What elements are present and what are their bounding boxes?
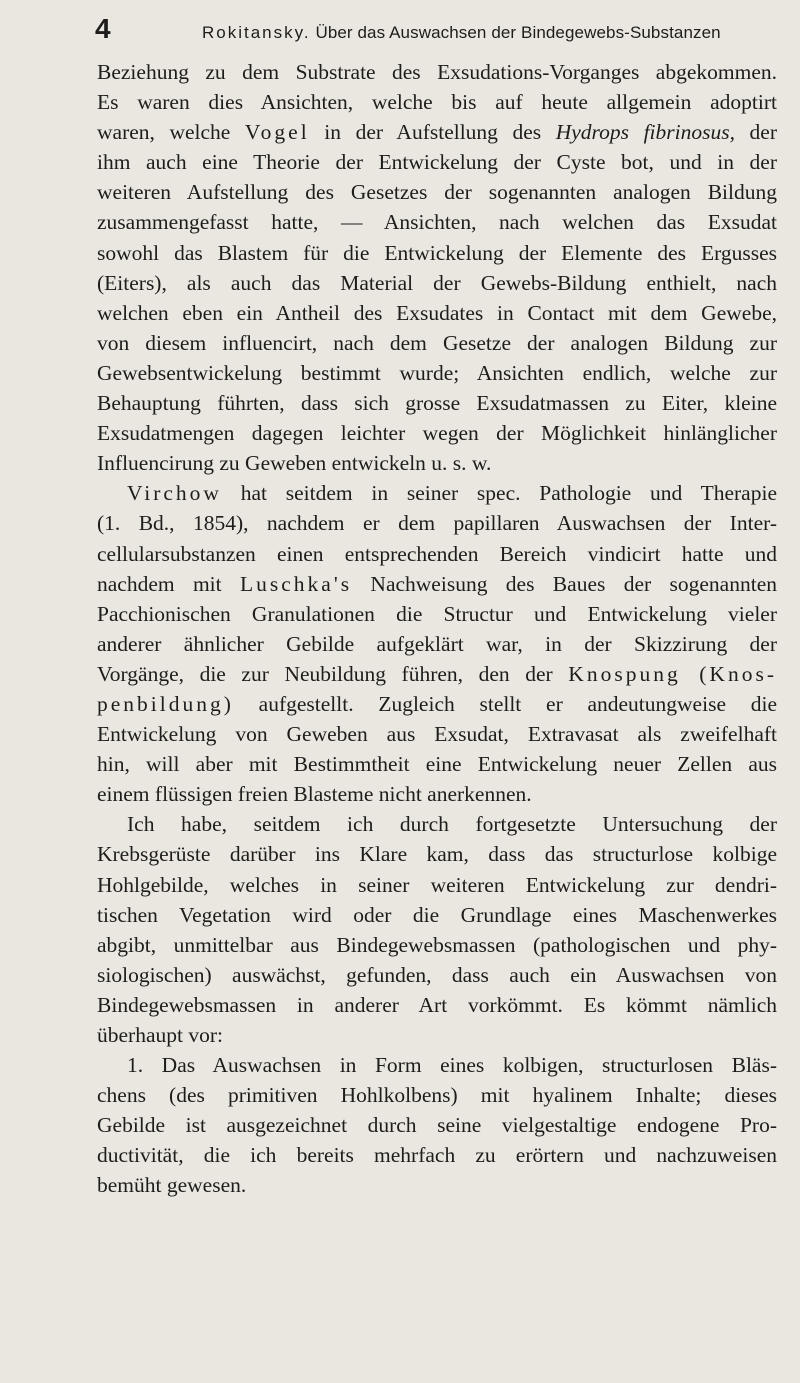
text-line [97, 539, 777, 569]
spaced-name: Luschka's [239, 571, 353, 596]
text-run: Entwickelung von Geweben aus Exsudat, Extravasat als zweifelhaft [97, 722, 777, 747]
text-line [97, 1110, 777, 1140]
text-run: der [734, 120, 777, 145]
text-line [97, 358, 777, 388]
text-run: welchen eben ein Antheil des Exsudates in Contact mit dem Gewebe, [97, 300, 777, 325]
text-run: aufgestellt. Zugleich stellt er andeutungweise die [233, 691, 777, 716]
text-line [97, 268, 777, 298]
running-head-author: Rokitansky. [202, 23, 311, 42]
text-line [97, 719, 777, 749]
text-line [97, 659, 777, 689]
page-number: 4 [95, 13, 111, 44]
text-run: Nachweisung des Baues der sogenannten [352, 571, 777, 596]
text-run: Pacchionischen Granulationen die Structur und Entwickelung vieler [97, 601, 777, 626]
text-line [97, 478, 777, 508]
text-run: zusammengefasst hatte, — Ansichten, nach welchen das Exsudat [97, 210, 777, 235]
text-run: weiteren Aufstellung des Gesetzes der sogenannten analogen Bildung [97, 180, 777, 205]
text-run: Bindegewebsmassen in anderer Art vorkömmt. Es kömmt nämlich [97, 992, 777, 1017]
running-head-title: Über das Auswachsen der Bindegewebs-Substanzen [315, 23, 721, 42]
text-run: Beziehung zu dem Substrate des Exsudations-Vorganges abgekommen. [97, 60, 777, 84]
text-line [97, 177, 777, 207]
text-line [97, 599, 777, 629]
text-run: chens (des primitiven Hohlkolbens) mit hyalinem Inhalte; dieses [97, 1083, 777, 1108]
spaced-name: Knospung (Knos- [568, 661, 777, 686]
running-header [95, 13, 775, 48]
text-line [97, 689, 777, 719]
text-line [97, 900, 777, 930]
text-line [97, 1170, 777, 1200]
text-run: anderer ähnlicher Gebilde aufgeklärt war, in der Skizzirung der [97, 631, 777, 656]
text-run: cellularsubstanzen einen entsprechenden Bereich vindicirt hatte und [97, 541, 777, 566]
text-line [97, 448, 777, 478]
text-run: 1. Das Auswachsen in Form eines kolbigen, structurlosen Bläs- [127, 1053, 777, 1078]
text-line [97, 298, 777, 328]
text-run: Influencirung zu Geweben entwickeln u. s. w. [97, 451, 492, 476]
text-run: Exsudatmengen dagegen leichter wegen der Möglichkeit hinlänglicher [97, 421, 777, 446]
spaced-name: Vogel [244, 120, 310, 145]
text-run: ihm auch eine Theorie der Entwickelung der Cyste bot, und in der [97, 150, 777, 175]
body-text [97, 57, 777, 1201]
text-run: waren, welche [97, 120, 245, 145]
spaced-name: penbildung) [97, 691, 234, 716]
text-line [97, 779, 777, 809]
text-line [97, 930, 777, 960]
text-line [97, 238, 777, 268]
text-run: Es waren dies Ansichten, welche bis auf heute allgemein adoptirt [97, 90, 777, 115]
text-run: bemüht gewesen. [97, 1173, 247, 1198]
text-line [97, 569, 777, 599]
text-line [97, 328, 777, 358]
text-run: (Eiters), als auch das Material der Gewebs-Bildung enthielt, nach [97, 270, 777, 295]
text-run: Gewebsentwickelung bestimmt wurde; Ansichten endlich, welche zur [97, 360, 777, 385]
text-run: Vorgänge, die zur Neubildung führen, den der [97, 661, 569, 686]
text-run: von diesem influencirt, nach dem Gesetze der analogen Bildung zur [97, 330, 777, 355]
text-line [97, 749, 777, 779]
text-line [97, 1050, 777, 1080]
text-line [97, 117, 777, 147]
text-line [97, 1020, 777, 1050]
text-line [97, 207, 777, 237]
text-run: in der Aufstellung des [309, 120, 556, 145]
text-run: Hohlgebilde, welches in seiner weiteren Entwickelung zur dendri- [97, 872, 777, 897]
text-line [97, 870, 777, 900]
text-run: nachdem mit [97, 571, 240, 596]
text-run: siologischen) auswächst, gefunden, dass auch ein Auswachsen von [97, 962, 777, 987]
text-line [97, 388, 777, 418]
spaced-name: Virchow [127, 481, 222, 506]
text-run: tischen Vegetation wird oder die Grundlage eines Maschenwerkes [97, 902, 777, 927]
text-line [97, 839, 777, 869]
italic-term: Hydrops fibrinosus, [555, 120, 735, 145]
text-run: sowohl das Blastem für die Entwickelung der Elemente des Ergusses [97, 240, 777, 265]
text-run: hin, will aber mit Bestimmtheit eine Entwickelung neuer Zellen aus [97, 752, 777, 777]
running-head-text [202, 18, 721, 48]
text-line [97, 418, 777, 448]
text-run: abgibt, unmittelbar aus Bindegewebsmassen (pathologischen und phy- [97, 932, 777, 957]
text-line [97, 508, 777, 538]
text-run: einem flüssigen freien Blasteme nicht anerkennen. [97, 782, 532, 807]
text-run: Krebsgerüste darüber ins Klare kam, dass das structurlose kolbige [97, 842, 777, 867]
text-line [97, 1140, 777, 1170]
text-run: überhaupt vor: [97, 1023, 223, 1047]
text-run: hat seitdem in seiner spec. Pathologie und Therapie [221, 481, 777, 506]
text-line [97, 87, 777, 117]
text-line [97, 147, 777, 177]
text-line [97, 960, 777, 990]
text-run: Behauptung führten, dass sich grosse Exsudatmassen zu Eiter, kleine [97, 391, 777, 416]
text-run: ductivität, die ich bereits mehrfach zu erörtern und nachzuweisen [97, 1143, 777, 1168]
text-line [97, 990, 777, 1020]
text-line [97, 57, 777, 87]
text-run: (1. Bd., 1854), nachdem er dem papillaren Auswachsen der Inter- [97, 511, 777, 536]
text-run: Gebilde ist ausgezeichnet durch seine vielgestaltige endogene Pro- [97, 1113, 777, 1138]
text-run: Ich habe, seitdem ich durch fortgesetzte Untersuchung der [127, 812, 777, 837]
text-line [97, 629, 777, 659]
text-line [97, 1080, 777, 1110]
text-line [97, 809, 777, 839]
